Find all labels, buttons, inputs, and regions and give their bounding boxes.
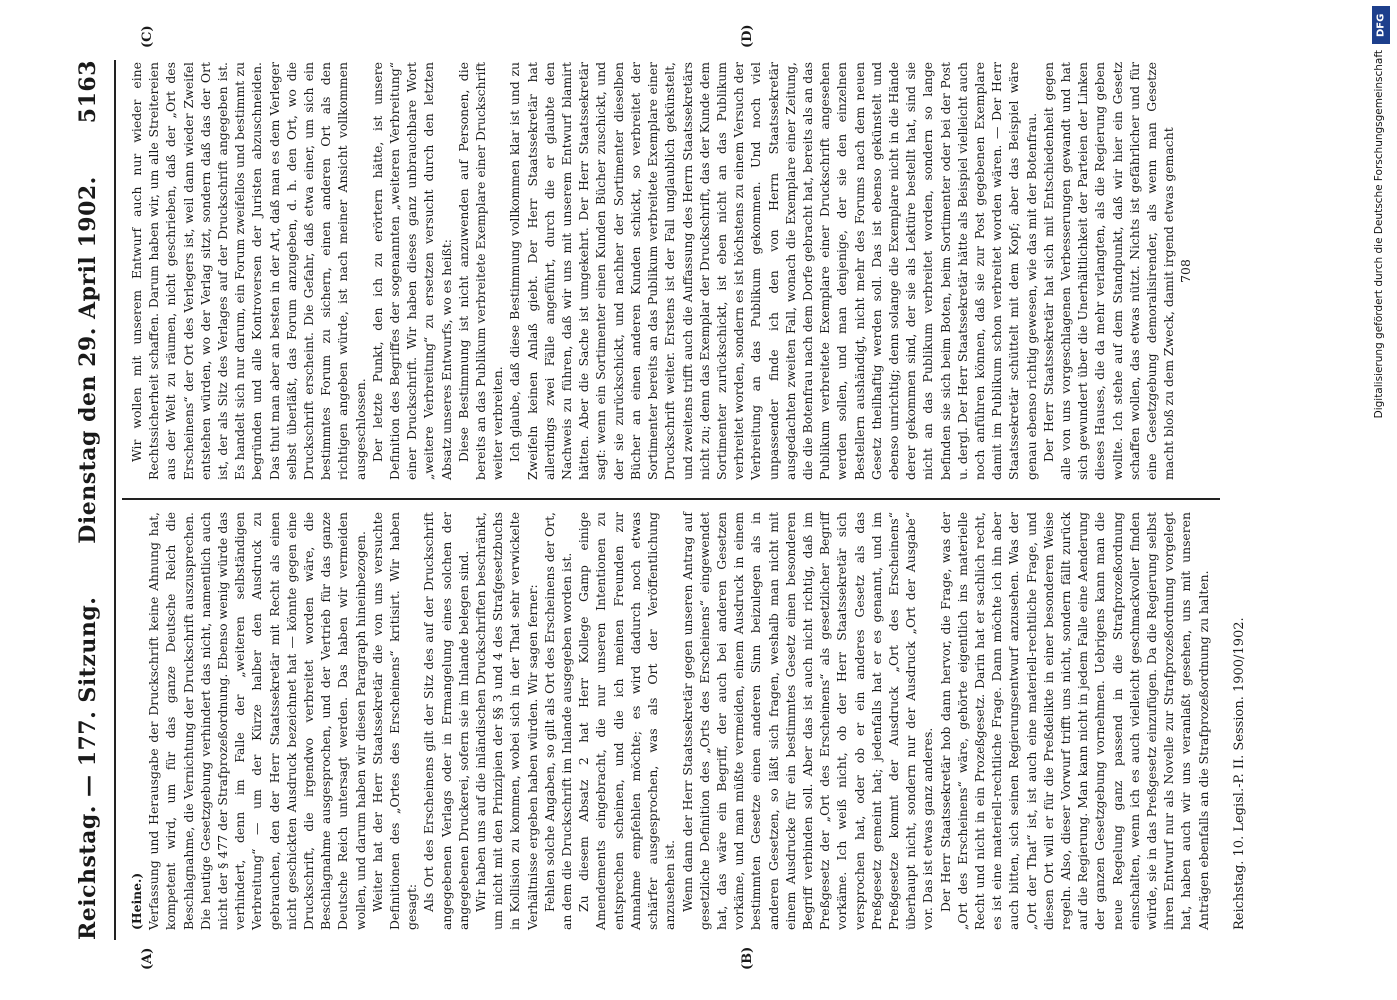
paragraph: Wir wollen mit unserem Entwurf auch nur wieder eine Rechtssicherheit schaffen. Darum haben wir, um alle Streitereien aus der Welt zu räumen, nicht geschrieben, daß der „Ort des Erscheinens“ der Ort des Verlegers ist, weil dann wieder Zweifel entstehen würden, wo der Verlag sitzt, sondern daß das der Ort ist, der als Sitz des Verlages auf der Druckschrift angegeben ist. Es handelt sich nur darum, ein Forum zweifellos und bestimmt zu begründen und alle Kontroversen der Juristen abzuschneiden. Das thut man aber an besten in der Art, daß man es dem Verleger selbst überläßt, das Forum anzugeben, d. h. den Ort, wo die Druckschrift erscheint. Die Gefahr, daß etwa einer, um sich ein bestimmtes Forum zu sichern, einen anderen Ort als den richtigen angeben würde, ist nach meiner Ansicht vollkommen ausgeschlossen. — [129, 62, 368, 480]
page-header — [68, 60, 108, 940]
quoted-paragraph: Diese Bestimmung ist nicht anzuwenden auf Personen, die bereits an das Publikum verbreitete Exemplare einer Druckschrift weiter verbreiten. — [455, 62, 506, 480]
margin-mark-b: (B) — [740, 946, 755, 970]
footer-citation: Reichstag. 10. Legisl.-P. II. Session. 1900/1902. — [1232, 617, 1247, 930]
speaker-name: (Heine.) — [129, 872, 144, 930]
paragraph: Weiter hat der Herr Staatssekretär die von uns versuchte Definitionen des „Ortes des Erscheinens“ kritisirt. Wir haben gesagt: — [369, 512, 420, 930]
right-column — [128, 62, 1195, 480]
paragraph: Ich glaube, daß diese Bestimmung vollkommen klar ist und zu Zweifeln keinen Anlaß giebt. Der Herr Staatssekretär hat allerdings zwei Fälle angeführt, durch die er glaubte den Nachweis zu führen, daß wir uns mit unserem Entwurf blamirt hätten. Aber die Sache ist umgekehrt. Der Herr Staatssekretär sagt: wenn ein Sortimenter einen Kunden Bücher zuschickt, und der sie zurückschickt, und nachher der Sortimenter dieselben Bücher an einen anderen Kunden schickt, so verbreitet der Sortimenter bereits an das Publikum verbreitete Exemplare einer Druckschrift weiter. Erstens ist der Fall unglaublich gekünstelt, und zweitens trifft auch die Auffassung des Herrn Staatssekretärs nicht zu; denn das Exemplar der Druckschrift, das der Kunde dem Sortimenter zurückschickt, ist eben nicht an das Publikum verbreitet worden, sondern es ist höchstens zu einem Versuch der Verbreitung an das Publikum gekommen. Und noch viel unpassender finde ich den von Herrn Staatssekretär ausgedachten zweiten Fall, wonach die Exemplare einer Zeitung, die die Botenfrau nach dem Dorfe gebracht hat, bereits als an das Publikum verbreitete Exemplare einer Druckschrift angesehen werden sollen, und man denjenige, der sie den einzelnen Bestellern aushändigt, nicht mehr des Forums nach dem neuen Gesetz theilhaftig werden soll. Das ist ebenso gekünstelt und ebenso unrichtig; denn solange die Exemplare nicht in die Hände derer gekommen sind, der sie als Lektüre bestellt hat, sind sie nicht an das Publikum verbreitet worden, sondern so lange befinden sie sich beim Boten, beim Sortimenter oder bei der Post u. dergl. Der Herr Staatssekretär hätte als Beispiel vielleicht auch noch anführen können, daß sie zur Post gegebenen Exemplare damit im Publikum schon verbreitet worden wären. — Der Herr Staatssekretär schüttelt mit dem Kopf; aber das Beispiel wäre genau ebenso richtig gewesen, wie das mit der Botenfrau. — [507, 62, 1039, 480]
document-page — [40, 0, 1280, 1000]
margin-mark-c: (C) — [140, 25, 155, 48]
header-rule — [114, 60, 116, 940]
page-number: 5163 — [75, 60, 101, 124]
dfg-credit: Digitalisierung gefördert durch die Deutsche Forschungsgemeinschaft — [1373, 50, 1385, 419]
margin-mark-d: (D) — [740, 24, 755, 48]
page-footer — [1232, 60, 1252, 930]
margin-mark-a: (A) — [140, 947, 155, 970]
paragraph: Zu diesem Absatz 2 hat Herr Kollege Gamp einige Amendements eingebracht, die nur unseren Intentionen zu entsprechen scheinen, und die ich meinen Freunden zur Annahme empfehlen möchte; es wird dadurch noch etwas schärfer ausgesprochen, was als Ort der Veröffentlichung anzusehen ist. — [576, 512, 678, 930]
header-left: Reichstag. — 177. Sitzung. — [75, 596, 101, 940]
left-column — [128, 512, 1212, 930]
paragraph: Der letzte Punkt, den ich zu erörtern hätte, ist unsere Definition des Begriffes der sogenannten „weiteren Verbreitung“ einer Druckschrift. Wir haben dieses ganz unbrauchbare Wort „weitere Verbreitung“ zu ersetzen versucht durch den letzten Absatz unseres Entwurfs, wo es heißt: — [369, 62, 454, 480]
dfg-strip — [1371, 6, 1393, 1000]
header-date: Dienstag den 29. April 1902. — [75, 176, 101, 544]
paragraph: Der Herr Staatssekretär hob dann hervor, die Frage, was der „Ort des Erscheinens“ wäre, gehörte eigentlich ins materielle Recht und nicht in ein Prozeßgesetz. Darin hat er sachlich recht, es ist eine materiell-rechtliche Frage. Dann möchte ich ihn aber auch bitten, sich seinen Regierungsentwurf anzusehen. Was der „Ort der That“ ist, ist auch eine materiell-rechtliche Frage, und diesen Ort will er für die Preßdelikte in einer besonderen Weise regeln. Also, dieser Vorwurf trifft uns nicht, sondern fällt zurück auf die Regierung. Man kann nicht in jedem Falle eine Aenderung der ganzen Gesetzgebung vornehmen. Uebrigens kann man die neue Regelung ganz passend in die Strafprozeßordnung einschalten, wenn ich es auch vielleicht geschmackvoller finden würde, sie in das Preßgesetz einzufügen. Da die Regierung selbst ihren Entwurf nur als Novelle zur Strafprozeßordnung vorgelegt hat, haben auch wir uns veranlaßt gesehen, uns mit unseren Anträgen ebenfalls an die Strafprozeßordnung zu halten. — [937, 512, 1211, 930]
paragraph: Wenn dann der Herr Staatssekretär gegen unseren Antrag auf gesetzliche Definition des „Orts des Erscheinens“ eingewendet hat, das wäre ein Begriff, der auch bei anderen Gesetzen vorkäme, und man müßte vermeiden, einem Ausdruck in einem bestimmten Gesetze einen anderen Sinn beizulegen als in anderen Gesetzen, so läßt sich fragen, weshalb man nicht mit einem Ausdrucke für ein bestimmtes Gesetz einen besonderen Begriff verbinden soll. Aber das ist auch nicht richtig, daß im Preßgesetz der „Ort des Erscheinens“ als gesetzlicher Begriff vorkäme. Ich weiß nicht, ob der Herr Staatssekretär sich versprochen hat, oder ob er ein anderes Gesetz als das Preßgesetz gemeint hat; jedenfalls hat er es genannt, und im Preßgesetze kommt der Ausdruck „Ort des Erscheinens“ überhaupt nicht, sondern nur der Ausdruck „Ort der Ausgabe“ vor. Das ist etwas ganz anderes. — [679, 512, 936, 930]
paragraph: Verfassung und Herausgabe der Druckschrift keine Ahnung hat, kompetent wird, um für das ganze Deutsche Reich die Beschlagnahme, die Vernichtung der Druckschrift auszusprechen. Die heutige Gesetzgebung verhindert das nicht, namentlich auch nicht der § 477 der Strafprozeßordnung. Ebenso wenig würde das verhindert, denn im Falle der „weiteren selbständigen Verbreitung“ — um der Kürze halber den Ausdruck zu gebrauchen, den der Herr Staatssekretär mit Recht als einen nicht geschickten Ausdruck bezeichnet hat — könnte gegen eine Druckschrift, die irgendwo verbreitet worden wäre, die Beschlagnahme ausgesprochen, und der Vertrieb für das ganze Deutsche Reich untersagt werden. Das haben wir vermeiden wollen, und darum haben wir diesen Paragraph hineinbezogen. — [146, 512, 368, 930]
paragraph: Der Herr Staatssekretär hat sich mit Entschiedenheit gegen alle von uns vorgeschlagenen Verbesserungen gewandt und hat sich gewundert über die Unerhältlichkeit der Parteien der Linken dieses Hauses, die da mehr verlangten, als die Regierung geben wollte. Ich stehe auf dem Standpunkt, daß wir hier ein Gesetz schaffen wollen, das etwas nützt. Nichts ist gefährlicher und für eine Gesetzgebung demoralisirender, als wenn man Gesetze macht bloß zu dem Zweck, damit irgend etwas gemacht — [1040, 62, 1177, 480]
paragraph: Wir haben uns auf die inländischen Druckschriften beschränkt, um nicht mit den Prinzipien der §§ 3 und 4 des Strafgesetzbuchs in Kollision zu kommen, wobei sich in der That sehr verwickelte Verhältnisse ergeben haben würden. Wir sagen ferner: — [473, 512, 540, 930]
column-divider — [122, 498, 1220, 500]
quoted-paragraph: Als Ort des Erscheinens gilt der Sitz des auf der Druckschrift angegebenen Verlags oder in Ermangelung eines solchen der angegebenen Druckerei, sofern sie im Inlande belegen sind. — [421, 512, 471, 930]
sheet-number: 708 — [1178, 259, 1194, 283]
dfg-logo: DFG — [1372, 6, 1390, 44]
quoted-paragraph: Fehlen solche Angaben, so gilt als Ort des Erscheinens der Ort, an dem die Druckschrift im Inlande ausgegeben worden ist. — [541, 512, 575, 930]
